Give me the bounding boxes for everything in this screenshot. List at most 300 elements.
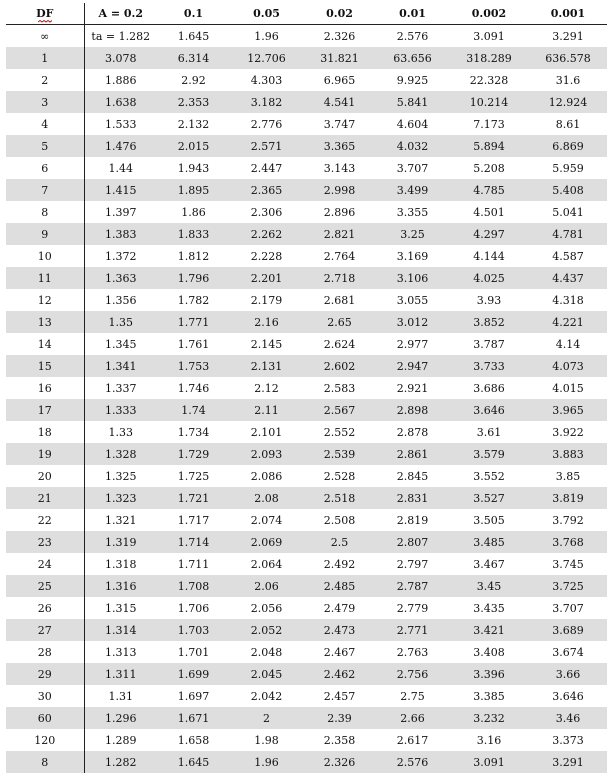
critical-value-cell: 1.708 bbox=[157, 575, 230, 597]
critical-value-cell: 2.66 bbox=[376, 707, 449, 729]
critical-value-cell: 2.624 bbox=[323, 337, 356, 351]
critical-value-cell: 1.35 bbox=[84, 311, 157, 333]
critical-value-cell: 2.819 bbox=[396, 513, 429, 527]
critical-value-cell: 1.31 bbox=[108, 689, 133, 703]
critical-value-cell: 1.415 bbox=[84, 179, 157, 201]
critical-value-cell: 2.179 bbox=[250, 293, 283, 307]
df-cell: 25 bbox=[6, 575, 84, 597]
critical-value-cell: 4.437 bbox=[529, 267, 607, 289]
critical-value-cell: 3.852 bbox=[449, 311, 529, 333]
df-cell: 9 bbox=[6, 223, 84, 245]
critical-value-cell: 2 bbox=[230, 707, 303, 729]
critical-value-cell: 4.785 bbox=[449, 179, 529, 201]
df-cell: 26 bbox=[6, 597, 84, 619]
critical-value-cell: 3.485 bbox=[449, 531, 529, 553]
critical-value-cell: 3.291 bbox=[552, 29, 584, 43]
critical-value-cell: 3.646 bbox=[449, 399, 529, 421]
df-cell: 18 bbox=[6, 421, 84, 443]
header-alpha-0-01: 0.01 bbox=[376, 3, 449, 25]
critical-value-cell: 1.311 bbox=[84, 663, 157, 685]
critical-value-cell: 1.289 bbox=[105, 733, 137, 747]
critical-value-cell: 3.689 bbox=[529, 619, 607, 641]
critical-value-cell: 4.032 bbox=[376, 135, 449, 157]
table-row bbox=[6, 91, 607, 113]
table-row bbox=[6, 531, 607, 553]
df-cell: 10 bbox=[6, 245, 84, 267]
critical-value-cell: 3.408 bbox=[473, 645, 505, 659]
critical-value-cell: 2.086 bbox=[250, 469, 283, 483]
critical-value-cell: 6.314 bbox=[157, 47, 230, 69]
critical-value-cell: 2.92 bbox=[181, 73, 206, 87]
critical-value-cell: 4.221 bbox=[529, 311, 607, 333]
critical-value-cell: 1.319 bbox=[84, 531, 157, 553]
critical-value-cell: 2.12 bbox=[254, 381, 279, 395]
df-cell: 7 bbox=[6, 179, 84, 201]
critical-value-cell: 4.297 bbox=[449, 223, 529, 245]
critical-value-cell: 1.761 bbox=[177, 337, 210, 351]
df-cell: 2 bbox=[6, 69, 84, 91]
critical-value-cell: 6.965 bbox=[323, 73, 356, 87]
critical-value-cell: 2.602 bbox=[303, 355, 376, 377]
table-row bbox=[6, 509, 607, 531]
critical-value-cell: 2.787 bbox=[376, 575, 449, 597]
critical-value-cell: 5.959 bbox=[552, 161, 584, 175]
critical-value-cell: 2.977 bbox=[396, 337, 429, 351]
critical-value-cell: 2.998 bbox=[303, 179, 376, 201]
critical-value-cell: 3.385 bbox=[473, 689, 505, 703]
critical-value-cell: 3.012 bbox=[376, 311, 449, 333]
critical-value-cell: 4.318 bbox=[552, 293, 584, 307]
critical-value-cell: 2.764 bbox=[323, 249, 356, 263]
critical-value-cell: 2.539 bbox=[303, 443, 376, 465]
df-cell: 12 bbox=[6, 289, 84, 311]
critical-value-cell: 2.132 bbox=[177, 117, 210, 131]
critical-value-cell: 2.39 bbox=[303, 707, 376, 729]
table-row bbox=[6, 619, 607, 641]
critical-value-cell: ta = 1.282 bbox=[91, 29, 151, 43]
critical-value-cell: 1.886 bbox=[105, 73, 137, 87]
critical-value-cell: 1.796 bbox=[157, 267, 230, 289]
critical-value-cell: 5.894 bbox=[449, 135, 529, 157]
critical-value-cell: 2.797 bbox=[396, 557, 429, 571]
critical-value-cell: 1.476 bbox=[84, 135, 157, 157]
critical-value-cell: 2.473 bbox=[303, 619, 376, 641]
critical-value-cell: 318.289 bbox=[449, 47, 529, 69]
critical-value-cell: 2.262 bbox=[230, 223, 303, 245]
critical-value-cell: 2.807 bbox=[376, 531, 449, 553]
critical-value-cell: 2.093 bbox=[230, 443, 303, 465]
table-row bbox=[6, 223, 607, 245]
critical-value-cell: 1.943 bbox=[177, 161, 210, 175]
df-cell: 14 bbox=[6, 333, 84, 355]
critical-value-cell: 3.646 bbox=[552, 689, 584, 703]
critical-value-cell: 3.527 bbox=[449, 487, 529, 509]
header-alpha-0-2: A = 0.2 bbox=[84, 3, 157, 25]
df-cell: 17 bbox=[6, 399, 84, 421]
table-row bbox=[6, 553, 607, 575]
critical-value-cell: 1.734 bbox=[177, 425, 210, 439]
critical-value-cell: 3.552 bbox=[473, 469, 505, 483]
critical-value-cell: 3.365 bbox=[303, 135, 376, 157]
critical-value-cell: 1.383 bbox=[84, 223, 157, 245]
critical-value-cell: 4.501 bbox=[473, 205, 505, 219]
critical-value-cell: 3.25 bbox=[376, 223, 449, 245]
critical-value-cell: 31.6 bbox=[555, 73, 581, 87]
critical-value-cell: 5.208 bbox=[473, 161, 505, 175]
critical-value-cell: 2.145 bbox=[250, 337, 283, 351]
critical-value-cell: 31.821 bbox=[303, 47, 376, 69]
critical-value-cell: 3.792 bbox=[552, 513, 584, 527]
critical-value-cell: 3.883 bbox=[529, 443, 607, 465]
df-cell: 120 bbox=[6, 729, 84, 751]
critical-value-cell: 2.358 bbox=[323, 733, 356, 747]
critical-value-cell: 3.055 bbox=[396, 293, 429, 307]
critical-value-cell: 3.733 bbox=[449, 355, 529, 377]
critical-value-cell: 1.323 bbox=[84, 487, 157, 509]
df-cell: 16 bbox=[6, 377, 84, 399]
table-row bbox=[6, 25, 607, 48]
critical-value-cell: 3.091 bbox=[449, 751, 529, 773]
critical-value-cell: 3.45 bbox=[449, 575, 529, 597]
df-cell: 4 bbox=[6, 113, 84, 135]
critical-value-cell: 2.576 bbox=[396, 29, 429, 43]
critical-value-cell: 9.925 bbox=[396, 73, 429, 87]
critical-value-cell: 1.645 bbox=[157, 751, 230, 773]
critical-value-cell: 3.707 bbox=[552, 601, 584, 615]
critical-value-cell: 3.232 bbox=[449, 707, 529, 729]
critical-value-cell: 3.396 bbox=[449, 663, 529, 685]
header-alpha-0-002: 0.002 bbox=[449, 3, 529, 25]
table-row bbox=[6, 465, 607, 487]
critical-value-cell: 2.131 bbox=[230, 355, 303, 377]
critical-value-cell: 3.078 bbox=[84, 47, 157, 69]
critical-value-cell: 4.025 bbox=[449, 267, 529, 289]
critical-value-cell: 1.753 bbox=[157, 355, 230, 377]
critical-value-cell: 3.143 bbox=[323, 161, 356, 175]
table-row bbox=[6, 641, 607, 663]
critical-value-cell: 2.045 bbox=[230, 663, 303, 685]
critical-value-cell: 4.015 bbox=[552, 381, 584, 395]
critical-value-cell: 3.091 bbox=[473, 29, 505, 43]
critical-value-cell: 4.781 bbox=[529, 223, 607, 245]
df-cell: 30 bbox=[6, 685, 84, 707]
critical-value-cell: 3.787 bbox=[473, 337, 505, 351]
table-row bbox=[6, 443, 607, 465]
critical-value-cell: 3.965 bbox=[529, 399, 607, 421]
table-row bbox=[6, 157, 607, 179]
critical-value-cell: 2.052 bbox=[230, 619, 303, 641]
df-cell: 8 bbox=[6, 201, 84, 223]
df-cell: 24 bbox=[6, 553, 84, 575]
critical-value-cell: 2.11 bbox=[230, 399, 303, 421]
df-cell: 29 bbox=[6, 663, 84, 685]
critical-value-cell: 2.65 bbox=[303, 311, 376, 333]
df-cell: 20 bbox=[6, 465, 84, 487]
critical-value-cell: 1.721 bbox=[157, 487, 230, 509]
critical-value-cell: 3.768 bbox=[529, 531, 607, 553]
critical-value-cell: 1.706 bbox=[177, 601, 210, 615]
table-row bbox=[6, 663, 607, 685]
critical-value-cell: 2.763 bbox=[396, 645, 429, 659]
critical-value-cell: 1.533 bbox=[105, 117, 137, 131]
critical-value-cell: 2.75 bbox=[400, 689, 425, 703]
critical-value-cell: 2.048 bbox=[250, 645, 283, 659]
critical-value-cell: 3.373 bbox=[552, 733, 584, 747]
critical-value-cell: 2.326 bbox=[323, 29, 356, 43]
critical-value-cell: 2.06 bbox=[230, 575, 303, 597]
critical-value-cell: 3.93 bbox=[476, 293, 502, 307]
table-row bbox=[6, 201, 607, 223]
table-row bbox=[6, 575, 607, 597]
critical-value-cell: 1.671 bbox=[157, 707, 230, 729]
critical-value-cell: 1.313 bbox=[105, 645, 137, 659]
table-row bbox=[6, 685, 607, 707]
critical-value-cell: 4.14 bbox=[555, 337, 581, 351]
critical-value-cell: 1.703 bbox=[157, 619, 230, 641]
table-row bbox=[6, 399, 607, 421]
critical-value-cell: 2.845 bbox=[396, 469, 429, 483]
critical-value-cell: 1.315 bbox=[105, 601, 137, 615]
df-cell: 28 bbox=[6, 641, 84, 663]
critical-value-cell: 1.725 bbox=[177, 469, 210, 483]
critical-value-cell: 1.638 bbox=[84, 91, 157, 113]
critical-value-cell: 2.457 bbox=[323, 689, 356, 703]
critical-value-cell: 1.833 bbox=[157, 223, 230, 245]
critical-value-cell: 2.064 bbox=[250, 557, 283, 571]
critical-value-cell: 3.85 bbox=[555, 469, 581, 483]
critical-value-cell: 1.345 bbox=[105, 337, 137, 351]
critical-value-cell: 2.921 bbox=[396, 381, 429, 395]
table-row bbox=[6, 487, 607, 509]
table-row bbox=[6, 707, 607, 729]
critical-value-cell: 1.96 bbox=[254, 29, 279, 43]
critical-value-cell: 2.528 bbox=[323, 469, 356, 483]
critical-value-cell: 2.821 bbox=[303, 223, 376, 245]
critical-value-cell: 1.282 bbox=[84, 751, 157, 773]
critical-value-cell: 2.681 bbox=[323, 293, 356, 307]
critical-value-cell: 2.898 bbox=[376, 399, 449, 421]
critical-value-cell: 3.747 bbox=[323, 117, 356, 131]
critical-value-cell: 3.435 bbox=[473, 601, 505, 615]
critical-value-cell: 1.658 bbox=[177, 733, 210, 747]
critical-value-cell: 3.725 bbox=[529, 575, 607, 597]
critical-value-cell: 2.228 bbox=[250, 249, 283, 263]
critical-value-cell: 2.353 bbox=[157, 91, 230, 113]
critical-value-cell: 3.499 bbox=[376, 179, 449, 201]
critical-value-cell: 2.056 bbox=[250, 601, 283, 615]
critical-value-cell: 3.61 bbox=[476, 425, 502, 439]
critical-value-cell: 2.306 bbox=[250, 205, 283, 219]
critical-value-cell: 2.485 bbox=[303, 575, 376, 597]
critical-value-cell: 1.397 bbox=[105, 205, 137, 219]
critical-value-cell: 2.479 bbox=[323, 601, 356, 615]
table-row bbox=[6, 333, 607, 355]
critical-value-cell: 2.571 bbox=[230, 135, 303, 157]
critical-value-cell: 1.363 bbox=[84, 267, 157, 289]
critical-value-cell: 2.492 bbox=[323, 557, 356, 571]
critical-value-cell: 2.583 bbox=[323, 381, 356, 395]
table-row bbox=[6, 245, 607, 267]
critical-value-cell: 3.707 bbox=[396, 161, 429, 175]
df-cell: 21 bbox=[6, 487, 84, 509]
critical-value-cell: 3.291 bbox=[529, 751, 607, 773]
critical-value-cell: 3.686 bbox=[473, 381, 505, 395]
critical-value-cell: 1.699 bbox=[157, 663, 230, 685]
df-cell: 60 bbox=[6, 707, 84, 729]
critical-value-cell: 1.325 bbox=[105, 469, 137, 483]
critical-value-cell: 2.896 bbox=[323, 205, 356, 219]
critical-value-cell: 2.201 bbox=[230, 267, 303, 289]
critical-value-cell: 1.328 bbox=[84, 443, 157, 465]
table-row bbox=[6, 421, 607, 443]
critical-value-cell: 1.372 bbox=[105, 249, 137, 263]
critical-value-cell: 6.869 bbox=[529, 135, 607, 157]
spellcheck-squiggle bbox=[38, 20, 52, 23]
critical-value-cell: 4.604 bbox=[396, 117, 429, 131]
critical-value-cell: 1.895 bbox=[157, 179, 230, 201]
critical-value-cell: 636.578 bbox=[529, 47, 607, 69]
critical-value-cell: 1.333 bbox=[84, 399, 157, 421]
critical-value-cell: 2.718 bbox=[303, 267, 376, 289]
table-row bbox=[6, 311, 607, 333]
critical-value-cell: 3.46 bbox=[529, 707, 607, 729]
header-alpha-0-05: 0.05 bbox=[230, 3, 303, 25]
critical-value-cell: 2.08 bbox=[230, 487, 303, 509]
critical-value-cell: 1.96 bbox=[230, 751, 303, 773]
critical-value-cell: 1.714 bbox=[157, 531, 230, 553]
critical-value-cell: 5.841 bbox=[376, 91, 449, 113]
critical-value-cell: 2.617 bbox=[396, 733, 429, 747]
critical-value-cell: 1.98 bbox=[254, 733, 279, 747]
table-row bbox=[6, 729, 607, 751]
critical-value-cell: 2.365 bbox=[230, 179, 303, 201]
critical-value-cell: 3.16 bbox=[476, 733, 502, 747]
critical-value-cell: 3.674 bbox=[552, 645, 584, 659]
critical-value-cell: 2.878 bbox=[396, 425, 429, 439]
critical-value-cell: 2.756 bbox=[376, 663, 449, 685]
critical-value-cell: 2.5 bbox=[303, 531, 376, 553]
critical-value-cell: 1.296 bbox=[84, 707, 157, 729]
critical-value-cell: 2.074 bbox=[250, 513, 283, 527]
df-cell: 15 bbox=[6, 355, 84, 377]
critical-value-cell: 1.74 bbox=[157, 399, 230, 421]
critical-value-cell: 1.729 bbox=[157, 443, 230, 465]
critical-value-cell: 7.173 bbox=[473, 117, 505, 131]
critical-value-cell: 5.041 bbox=[552, 205, 584, 219]
critical-value-cell: 3.106 bbox=[376, 267, 449, 289]
df-cell: 3 bbox=[6, 91, 84, 113]
df-cell: 19 bbox=[6, 443, 84, 465]
critical-value-cell: 2.462 bbox=[303, 663, 376, 685]
df-cell: ∞ bbox=[6, 25, 84, 48]
critical-value-cell: 3.819 bbox=[529, 487, 607, 509]
header-alpha-0-02: 0.02 bbox=[303, 3, 376, 25]
critical-value-cell: 4.587 bbox=[552, 249, 584, 263]
df-cell: 27 bbox=[6, 619, 84, 641]
critical-value-cell: 1.746 bbox=[177, 381, 210, 395]
critical-value-cell: 1.701 bbox=[177, 645, 210, 659]
table-row bbox=[6, 69, 607, 91]
critical-value-cell: 2.567 bbox=[303, 399, 376, 421]
table-body bbox=[6, 25, 607, 774]
critical-value-cell: 2.861 bbox=[376, 443, 449, 465]
critical-value-cell: 2.16 bbox=[230, 311, 303, 333]
critical-value-cell: 2.831 bbox=[376, 487, 449, 509]
critical-value-cell: 3.579 bbox=[449, 443, 529, 465]
df-cell: 13 bbox=[6, 311, 84, 333]
critical-value-cell: 8.61 bbox=[555, 117, 581, 131]
table-row bbox=[6, 47, 607, 69]
critical-value-cell: 3.66 bbox=[529, 663, 607, 685]
critical-value-cell: 4.541 bbox=[303, 91, 376, 113]
critical-value-cell: 4.144 bbox=[473, 249, 505, 263]
critical-value-cell: 1.812 bbox=[177, 249, 210, 263]
header-df bbox=[6, 3, 84, 25]
table-row bbox=[6, 179, 607, 201]
critical-value-cell: 2.069 bbox=[230, 531, 303, 553]
table-row bbox=[6, 597, 607, 619]
critical-value-cell: 1.318 bbox=[105, 557, 137, 571]
critical-value-cell: 1.697 bbox=[177, 689, 210, 703]
table-row bbox=[6, 289, 607, 311]
table-row bbox=[6, 355, 607, 377]
table-row bbox=[6, 113, 607, 135]
critical-value-cell: 10.214 bbox=[449, 91, 529, 113]
critical-value-cell: 1.33 bbox=[108, 425, 133, 439]
critical-value-cell: 1.316 bbox=[84, 575, 157, 597]
critical-value-cell: 2.015 bbox=[157, 135, 230, 157]
critical-value-cell: 4.073 bbox=[529, 355, 607, 377]
critical-value-cell: 3.421 bbox=[449, 619, 529, 641]
critical-value-cell: 2.576 bbox=[376, 751, 449, 773]
critical-value-cell: 2.776 bbox=[250, 117, 283, 131]
header-alpha-0-1: 0.1 bbox=[157, 3, 230, 25]
critical-value-cell: 1.771 bbox=[157, 311, 230, 333]
df-cell: 11 bbox=[6, 267, 84, 289]
critical-value-cell: 2.447 bbox=[250, 161, 283, 175]
critical-value-cell: 2.552 bbox=[323, 425, 356, 439]
critical-value-cell: 1.314 bbox=[84, 619, 157, 641]
critical-value-cell: 1.782 bbox=[177, 293, 210, 307]
critical-value-cell: 3.182 bbox=[230, 91, 303, 113]
critical-value-cell: 2.508 bbox=[323, 513, 356, 527]
critical-value-cell: 1.645 bbox=[177, 29, 210, 43]
critical-value-cell: 1.337 bbox=[105, 381, 137, 395]
critical-value-cell: 2.771 bbox=[376, 619, 449, 641]
critical-value-cell: 5.408 bbox=[529, 179, 607, 201]
header-alpha-0-001: 0.001 bbox=[529, 3, 607, 25]
table-row bbox=[6, 135, 607, 157]
df-cell: 8 bbox=[6, 751, 84, 773]
table-header-row bbox=[6, 3, 607, 25]
critical-value-cell: 2.518 bbox=[303, 487, 376, 509]
critical-value-cell: 4.303 bbox=[250, 73, 283, 87]
critical-value-cell: 63.656 bbox=[376, 47, 449, 69]
critical-value-cell: 2.101 bbox=[250, 425, 283, 439]
critical-value-cell: 1.356 bbox=[105, 293, 137, 307]
critical-value-cell: 3.169 bbox=[396, 249, 429, 263]
critical-value-cell: 2.326 bbox=[303, 751, 376, 773]
critical-value-cell: 1.86 bbox=[181, 205, 206, 219]
table-row bbox=[6, 267, 607, 289]
critical-value-cell: 2.042 bbox=[250, 689, 283, 703]
critical-value-cell: 3.467 bbox=[473, 557, 505, 571]
critical-value-cell: 22.328 bbox=[469, 73, 509, 87]
critical-value-cell: 1.321 bbox=[105, 513, 137, 527]
df-cell: 22 bbox=[6, 509, 84, 531]
critical-value-cell: 3.745 bbox=[552, 557, 584, 571]
df-cell: 1 bbox=[6, 47, 84, 69]
